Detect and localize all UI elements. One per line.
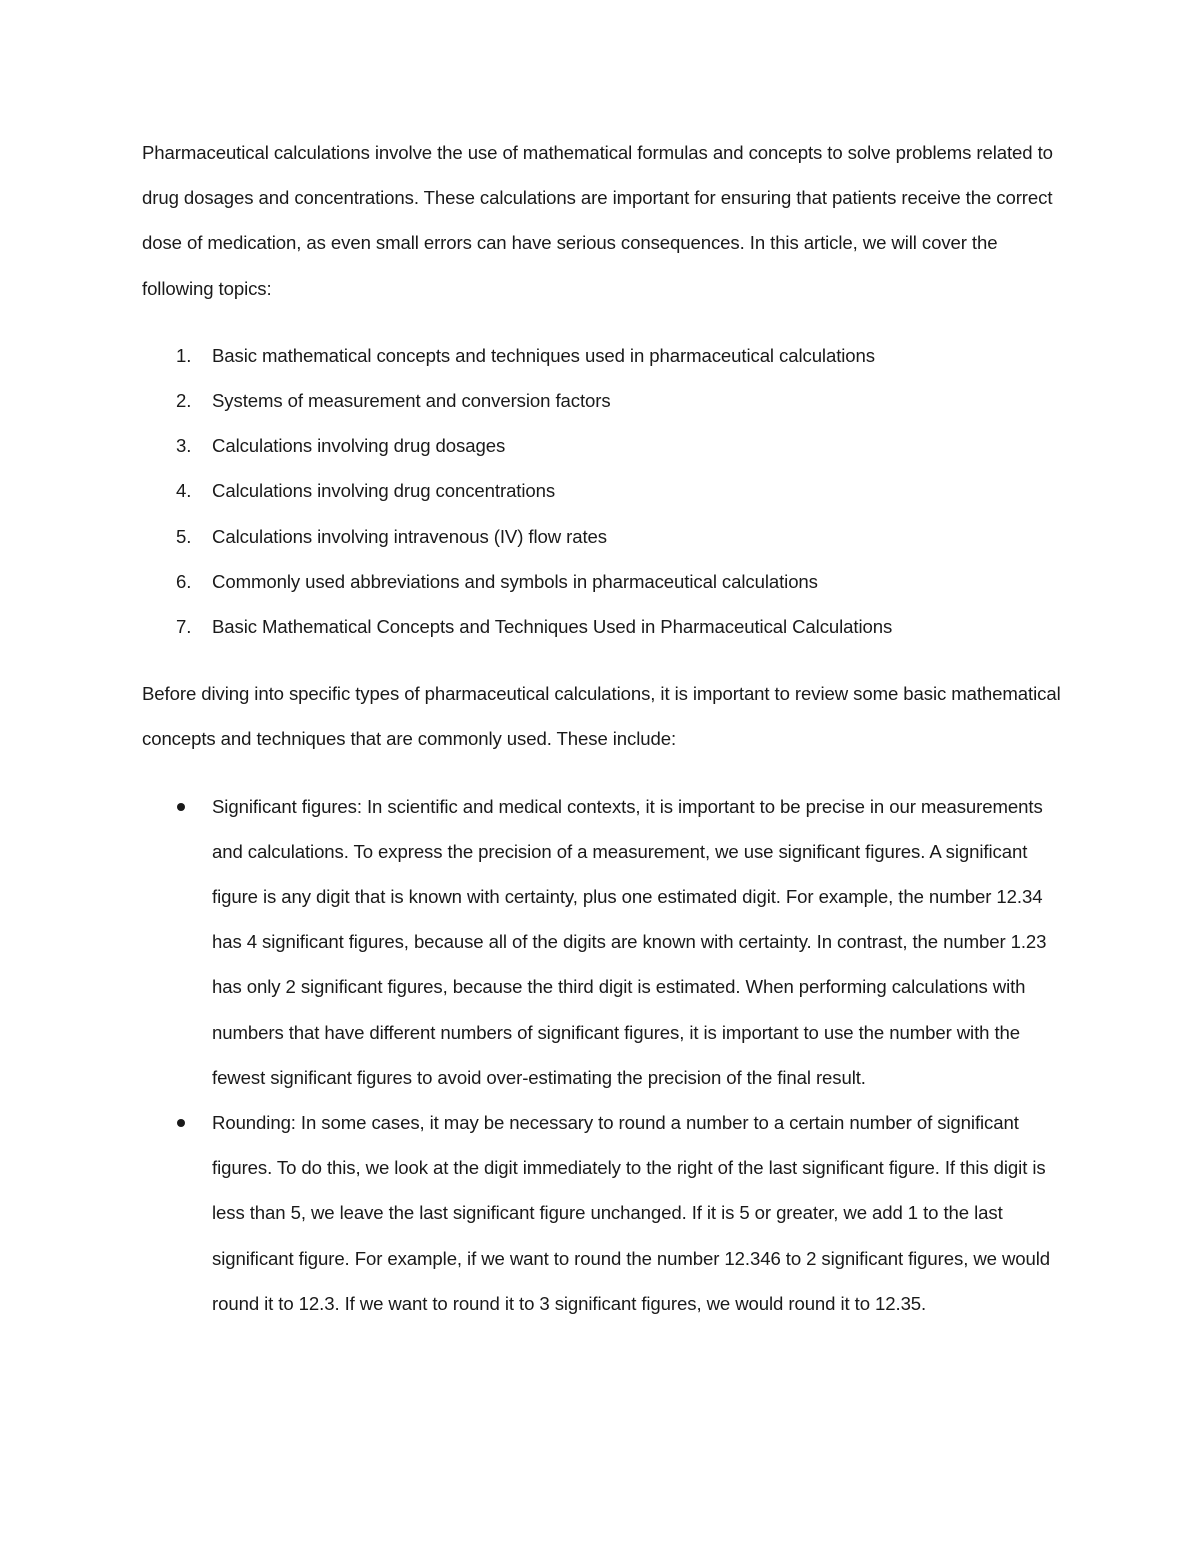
before-paragraph: Before diving into specific types of pharmaceutical calculations, it is important to review some basic mathematical concepts and techniques that are commonly used. These include: — [142, 683, 1061, 750]
list-item-text: Basic Mathematical Concepts and Techniques Used in Pharmaceutical Calculations — [212, 616, 893, 638]
list-item-number: 3. — [176, 435, 192, 457]
bullet-icon — [177, 803, 185, 811]
list-item-number: 5. — [176, 525, 192, 547]
list-item-text: Basic mathematical concepts and techniques used in pharmaceutical calculations — [212, 344, 875, 366]
list-item-text: Calculations involving drug dosages — [212, 435, 506, 457]
list-item-number: 7. — [176, 616, 192, 638]
document-body — [142, 130, 1072, 1326]
list-item — [142, 423, 1072, 468]
list-item-number: 6. — [176, 570, 192, 592]
intro-paragraph: Pharmaceutical calculations involve the use of mathematical formulas and concepts to solve problems related to drug dosages and concentrations. These calculations are important for ensuring that patients receive the correct dose of medication, as even small errors can have serious consequences. In this article, we will cover the following topics: — [142, 142, 1053, 299]
list-item-text: Systems of measurement and conversion factors — [212, 390, 611, 412]
bullet-item — [142, 1100, 1072, 1326]
bullet-item-text: Rounding: In some cases, it may be necessary to round a number to a certain number of significant figures. To do this, we look at the digit immediately to the right of the last significant figure. If this digit is less than 5, we leave the last significant figure unchanged. If it is 5 or greater, we add 1 to the last significant figure. For example, if we want to round the number 12.346 to 2 significant figures, we would round it to 12.3. If we want to round it to 3 significant figures, we would round it to 12.35. — [212, 1112, 1051, 1314]
list-item — [142, 604, 1072, 649]
concepts-list — [142, 784, 1072, 1326]
bullet-icon — [177, 1119, 185, 1127]
topics-list — [142, 333, 1072, 649]
list-item-number: 1. — [176, 344, 192, 366]
list-item — [142, 514, 1072, 559]
list-item-number: 4. — [176, 480, 192, 502]
list-item — [142, 333, 1072, 378]
list-item-number: 2. — [176, 390, 192, 412]
list-item-text: Calculations involving drug concentrations — [212, 480, 556, 502]
list-item — [142, 559, 1072, 604]
bullet-item — [142, 784, 1072, 1100]
bullet-item-text: Significant figures: In scientific and medical contexts, it is important to be precise in our measurements and calculations. To express the precision of a measurement, we use significant figures. A significant figure is any digit that is known with certainty, plus one estimated digit. For example, the number 12.34 has 4 significant figures, because all of the digits are known with certainty. In contrast, the number 1.23 has only 2 significant figures, because the third digit is estimated. When performing calculations with numbers that have different numbers of significant figures, it is important to use the number with the fewest significant figures to avoid over-estimating the precision of the final result. — [212, 795, 1047, 1088]
list-item — [142, 378, 1072, 423]
list-item-text: Calculations involving intravenous (IV) flow rates — [212, 525, 607, 547]
list-item-text: Commonly used abbreviations and symbols in pharmaceutical calculations — [212, 570, 818, 592]
list-item — [142, 468, 1072, 513]
